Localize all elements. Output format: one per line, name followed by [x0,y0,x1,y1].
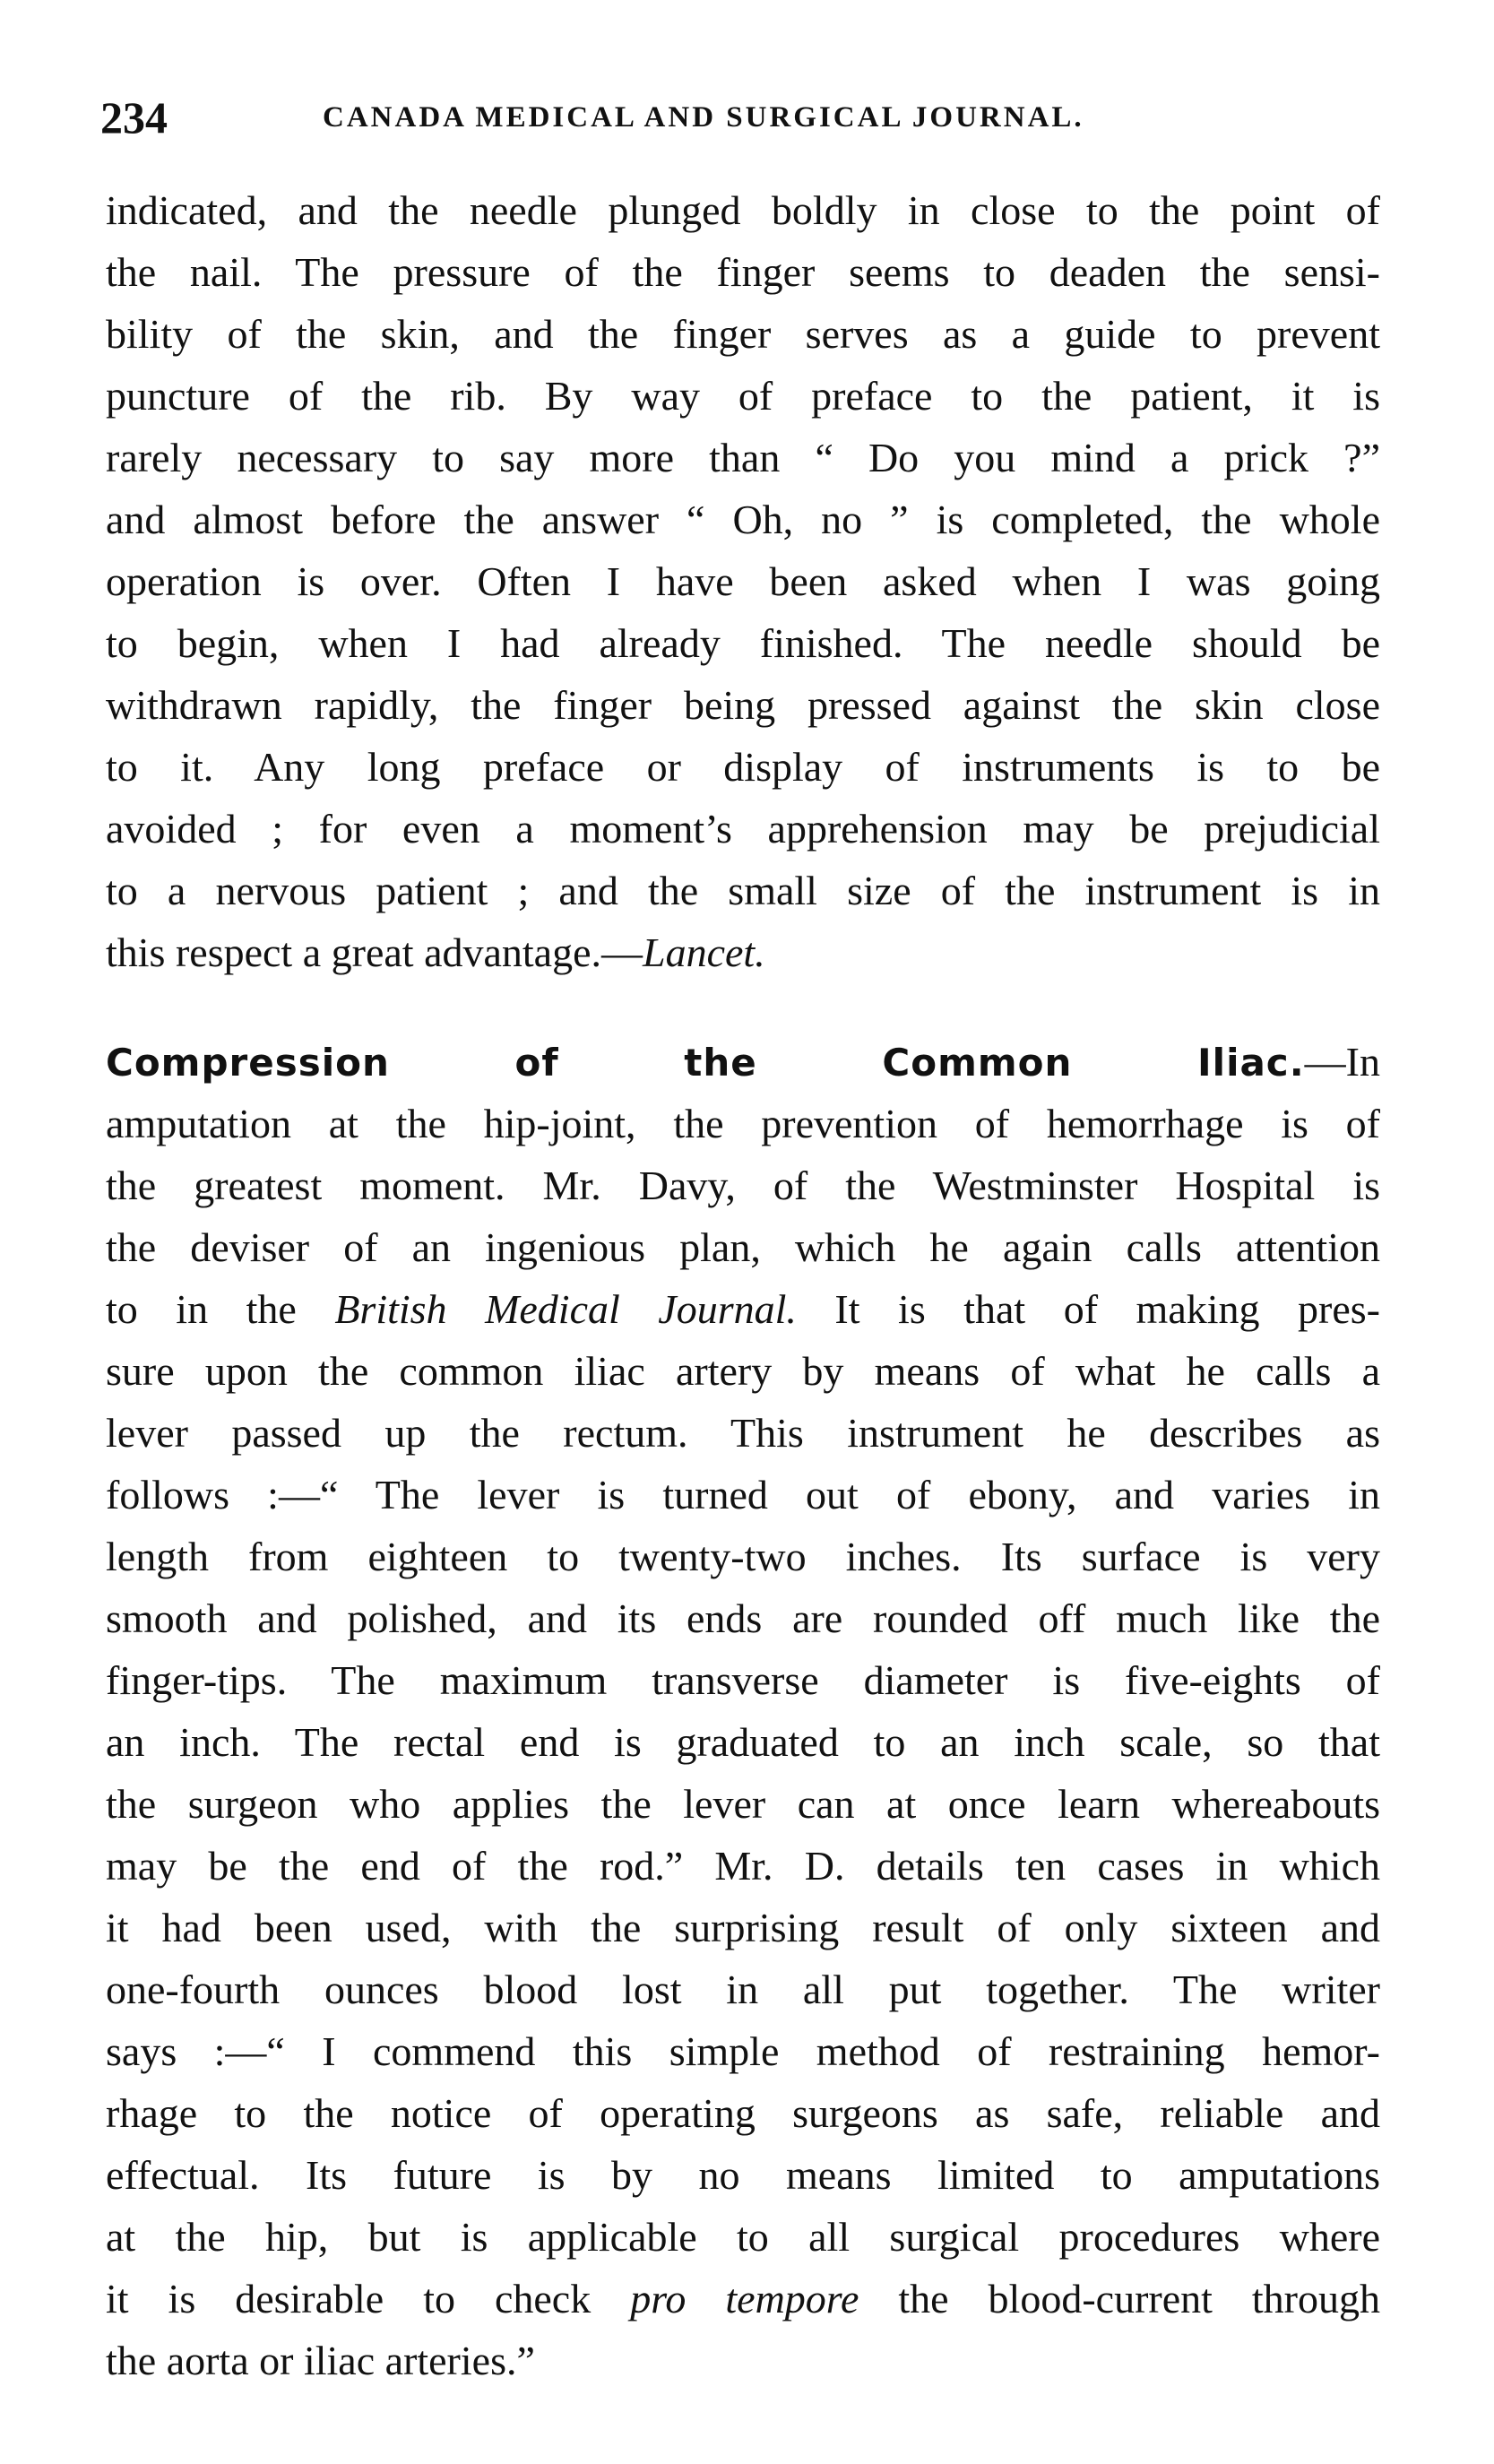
text-line-last [106,921,1380,983]
text-line: amputation at the hip-joint, the prevention of hemorrhage is of [106,1101,1380,1146]
text-line: length from eighteen to twenty-two inches. Its surface is very [106,1534,1380,1579]
journal-title: CANADA MEDICAL AND SURGICAL JOURNAL. [323,101,1084,134]
page-number: 234 [100,92,168,143]
text-line: sure upon the common iliac artery by means of what he calls a [106,1348,1380,1394]
journal-citation: British Medical Journal. [334,1286,797,1332]
text-segment: the blood-current through [859,2276,1380,2321]
text-segment: this respect a great advantage.— [106,929,643,975]
text-line: to a nervous patient ; and the small size of the instrument is in [106,868,1380,913]
article-compression-iliac [106,1031,1380,2391]
text-line: rhage to the notice of operating surgeons as safe, reliable and [106,2090,1380,2136]
text-line-last: the aorta or iliac arteries.” [106,2338,535,2383]
text-line: smooth and polished, and its ends are rounded off much like the [106,1595,1380,1641]
text-line: effectual. Its future is by no means limited to amputations [106,2152,1380,2198]
text-line: withdrawn rapidly, the finger being pressed against the skin close [106,682,1380,728]
text-line: one-fourth ounces blood lost in all put together. The writer [106,1967,1380,2012]
latin-phrase: pro tempore [630,2276,859,2321]
text-line: finger-tips. The maximum transverse diameter is five-eights of [106,1657,1380,1703]
text-line: the greatest moment. Mr. Davy, of the Westminster Hospital is [106,1163,1380,1208]
text-line: and almost before the answer “ Oh, no ” is completed, the whole [106,497,1380,542]
text-line: an inch. The rectal end is graduated to an inch scale, so that [106,1719,1380,1765]
text-line: the deviser of an ingenious plan, which he again calls attention [106,1224,1380,1270]
text-line [106,2268,1380,2330]
text-line: the surgeon who applies the lever can at once learn whereabouts [106,1781,1380,1827]
text-line: indicated, and the needle plunged boldly in close to the point of [106,187,1380,233]
text-line [106,1278,1380,1340]
paragraph-continued [106,179,1380,983]
article-heading: Compression of the Common Iliac. [106,1041,1305,1085]
text-segment: it is desirable to check [106,2276,631,2321]
text-line: the nail. The pressure of the finger seems to deaden the sensi- [106,249,1380,295]
text-line: may be the end of the rod.” Mr. D. details ten cases in which [106,1843,1380,1889]
source-citation: Lancet. [643,929,765,975]
text-segment: It is that of making pres- [796,1286,1381,1332]
text-line: it had been used, with the surprising result of only sixteen and [106,1905,1380,1950]
text-line: avoided ; for even a moment’s apprehension may be prejudicial [106,806,1380,852]
text-line: says :—“ I commend this simple method of restraining hemor- [106,2028,1380,2074]
running-head [100,86,1391,149]
text-line: at the hip, but is applicable to all surgical procedures where [106,2214,1380,2260]
text-segment: to in the [106,1286,297,1332]
heading-tail-text: —In [1304,1039,1380,1085]
text-line: puncture of the rib. By way of preface to the patient, it is [106,373,1380,419]
article-heading-line [106,1031,1380,1093]
text-line: follows :—“ The lever is turned out of ebony, and varies in [106,1472,1380,1517]
text-line: lever passed up the rectum. This instrument he describes as [106,1410,1380,1456]
text-line: to it. Any long preface or display of instruments is to be [106,744,1380,790]
text-line: rarely necessary to say more than “ Do you mind a prick ?” [106,435,1380,480]
text-line: operation is over. Often I have been asked when I was going [106,558,1380,604]
text-line: to begin, when I had already finished. The needle should be [106,620,1380,666]
text-line: bility of the skin, and the finger serves as a guide to prevent [106,311,1380,357]
